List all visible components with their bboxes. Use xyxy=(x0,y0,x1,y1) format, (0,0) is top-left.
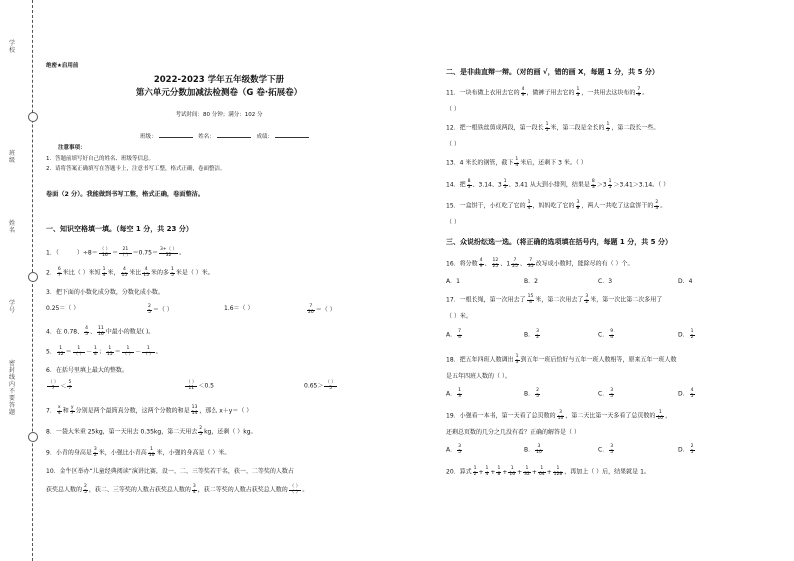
question-19: 19．小强看一本书，第一天看了总页数的 $\frac{3}{10}$ ，第二天比第一天多看了总页数的 $\frac{1}{10}$ ， xyxy=(446,410,672,421)
binding-hole xyxy=(28,272,38,282)
exam-title-line1: 2022-2023 学年五年级数学下册 xyxy=(153,75,285,85)
option-a[interactable]: A．1 xyxy=(446,278,460,285)
question-10-line2: 获奖总人数的 $\frac{2}{5}$ ，获二、三等奖的人数占获奖总人数的 $\frac{3}{4}$ ，获二等奖的人数占获奖总人数的 $\frac{( )}{( )}$ 。 xyxy=(46,484,309,495)
question-15: 15．一盒饼干，小红吃了它的 $\frac{1}{4}$ ，妈妈吃了它的 $\frac{3}{8}$ ，两人一共吃了这盒饼干的 $\frac{2}{3}$ 。 xyxy=(446,200,667,211)
plus-sign: + xyxy=(546,468,552,476)
score-field-label: 成绩： xyxy=(256,134,274,140)
student-fields xyxy=(140,131,313,141)
part2-heading: 二、是非曲直辩一辩。（对的画 √，错的画 X，每题 1 分，共 5 分） xyxy=(446,68,659,76)
seal-text: 密封线内不要答题 xyxy=(8,360,15,416)
question-18: 18．把五年四班人数调出 $\frac{1}{3}$ 到五年一班后恰好与五年一班人数相等，原来五年一班人数 xyxy=(446,354,677,365)
question-6-items: $\frac{( )}{7}$ ＜ $\frac{5}{7}$ $\frac{( )}{11}$ ＜0.5 0.65＞ $\frac{( )}{5}$ xyxy=(48,380,336,391)
question-3: 3．把下面的小数化成分数，分数化成小数。 xyxy=(46,289,164,296)
option-c[interactable]: C． $\frac{9}{4}$ xyxy=(598,329,614,340)
binding-label-class: 班级 xyxy=(8,150,15,164)
secret-mark: 绝密★启用前 xyxy=(46,63,79,69)
question-7: 7． $\frac{x}{4}$ 和 $\frac{y}{7}$ 分别是两个最简真分数，这两个分数的和是 $\frac{13}{14}$ ，那么 x＋y＝（ ） xyxy=(46,405,253,416)
option-b[interactable]: B． $\frac{3}{2}$ xyxy=(524,329,539,340)
question-12: 12．把一根铁丝剪成两段，第一段长 $\frac{1}{5}$ 米，第二段是全长的 $\frac{1}{5}$ ，第二段长一些。 xyxy=(446,122,660,133)
sum-term: $\frac{1}{8}$ xyxy=(497,466,501,477)
note-2: 2．请将答案正确填写在答题卡上，注意书写工整，格式正确，卷面整洁。 xyxy=(46,166,226,172)
sum-term: $\frac{1}{32}$ xyxy=(524,466,530,477)
question-18-line2: 是五年四班人数的（ ）。 xyxy=(446,373,511,380)
question-1: 1．（ ）÷8＝ $\frac{( )}{16}$ ＝ $\frac{21}{( )}$ ＝0.75＝ $\frac{3+( )}{32}$ 。 xyxy=(46,247,186,258)
sum-term: $\frac{1}{4}$ xyxy=(485,466,489,477)
binding-hole xyxy=(28,432,38,442)
option-a[interactable]: A． $\frac{7}{4}$ xyxy=(446,329,461,340)
binding-label-id: 学号 xyxy=(8,300,15,314)
binding-hole xyxy=(28,112,38,122)
plus-sign: + xyxy=(531,468,537,476)
binding-label-school: 学校 xyxy=(8,40,15,54)
binding-label-name: 姓名 xyxy=(8,220,15,234)
option-d[interactable]: D． $\frac{1}{2}$ xyxy=(678,329,694,340)
part3-heading: 三、众说纷纭选一选。（将正确的选项填在括号内，每题 1 分，共 5 分） xyxy=(446,238,672,246)
question-11: 11．一块布做上衣用去它的 $\frac{4}{9}$ ，做裤子用去它的 $\frac{1}{3}$ ，一共用去这块布的 $\frac{7}{9}$ 。 xyxy=(446,87,649,98)
name-field-label: 姓名： xyxy=(198,134,215,140)
option-d[interactable]: D． $\frac{2}{5}$ xyxy=(678,444,694,455)
score-field[interactable] xyxy=(275,131,309,138)
question-13: 13．4 米长的钢管，截下 $\frac{1}{4}$ 米后，还剩下 3 米。（ ） xyxy=(446,157,587,168)
question-4: 4．在 0.78、 $\frac{4}{5}$ 、 $\frac{11}{16}$ 中最小的数是( )。 xyxy=(46,326,155,337)
plus-sign: + xyxy=(478,468,484,476)
question-10-line1: 10．金牛区举办“儿童经典阅读”演讲比赛，设一、二、三等奖若干名，获一、二等奖的人数占 xyxy=(46,468,294,475)
option-d[interactable]: D．4 xyxy=(678,278,693,285)
note-1: 1．答题前填写好自己的姓名、班级等信息。 xyxy=(46,156,155,162)
question-12-answer: （ ） xyxy=(446,141,460,148)
question-11-answer: （ ） xyxy=(446,106,460,113)
question-8: 8．一袋大米重 25kg，第一天用去 0.35kg，第二天用去 $\frac{2}{5}$ kg，还剩（ ）kg。 xyxy=(46,426,257,437)
class-field[interactable] xyxy=(159,131,193,138)
sum-term: $\frac{1}{64}$ xyxy=(538,466,545,477)
plus-sign: + xyxy=(490,468,496,476)
option-a[interactable]: A． $\frac{1}{3}$ xyxy=(446,388,461,399)
question-3-items: 0.25＝（ ） $\frac{2}{5}$ ＝（ ） 1.6＝（ ） $\frac{7}{20}$ ＝（ ） xyxy=(46,304,336,315)
exam-info: 考试时间：80 分钟；满分：102 分 xyxy=(175,112,263,118)
name-field[interactable] xyxy=(217,131,251,138)
class-field-label: 班级： xyxy=(140,134,157,140)
sum-term: $\frac{1}{16}$ xyxy=(509,466,516,477)
option-c[interactable]: C．3 xyxy=(598,278,613,285)
option-d[interactable]: D． $\frac{4}{5}$ xyxy=(678,388,694,399)
question-14: 14．把 $\frac{8}{3}$ 、3.14、3 $\frac{1}{5}$ 、3.41 从大到小排列，结果是 $\frac{8}{3}$ ＞3 $\frac{1}{5}$ ＞3.41＞3.14。（ ） xyxy=(446,179,670,190)
exam-title-line2: 第六单元分数加减法检测卷（G 卷·拓展卷） xyxy=(135,88,303,98)
question-5: 5． $\frac{1}{12}$ ＝ $\frac{1}{( )}$ － $\frac{1}{4}$ ； $\frac{1}{15}$ ＝ $\frac{1}{( )}$ － $\frac{1}{( )}$ 。 xyxy=(46,346,162,357)
plus-sign: + xyxy=(502,468,508,476)
question-9: 9．小青的身高是 $\frac{3}{2}$ 米，小强比小青高 $\frac{1}{10}$ 米，小强的身高是（ ）米。 xyxy=(46,447,231,458)
plus-sign: + xyxy=(517,468,523,476)
question-19-line2: 还剩总页数的几分之几没有看？正确的解答是（ ） xyxy=(446,429,580,436)
question-15-answer: （ ） xyxy=(446,219,460,226)
option-c[interactable]: C． $\frac{3}{5}$ xyxy=(598,444,614,455)
question-16: 16．将分数 $\frac{4}{9}$ 、 $\frac{12}{25}$ 、1 $\frac{7}{25}$ 、 $\frac{7}{35}$ 改写成小数时，能除尽的有（ ）个。 xyxy=(446,258,634,269)
question-17-blank: （ ）米。 xyxy=(446,313,472,320)
binding-strip xyxy=(6,0,36,561)
part1-heading: 一、知识空格填一填。（每空 1 分，共 23 分） xyxy=(46,225,193,233)
question-20: 20．算式 $\frac{1}{2}$ + $\frac{1}{4}$ + $\frac{1}{8}$ + $\frac{1}{16}$ + $\frac{1}{32}$ + $\frac{1}{64}$ + $\frac{1}{128}$ ，再加上（ ）后，结果就是 1。 xyxy=(446,466,650,477)
question-6: 6．在括号里填上最大的整数。 xyxy=(46,367,128,374)
option-b[interactable]: B．2 xyxy=(524,278,538,285)
notes-heading: 注意事项： xyxy=(58,145,86,151)
question-20-sum xyxy=(472,466,565,477)
option-c[interactable]: C． $\frac{3}{5}$ xyxy=(598,388,614,399)
writing-score-line: 卷面（2 分）。我能做到书写工整，格式正确，卷面整洁。 xyxy=(46,191,205,198)
option-a[interactable]: A． $\frac{3}{5}$ xyxy=(446,444,461,455)
option-b[interactable]: B． $\frac{3}{10}$ xyxy=(524,444,542,455)
option-b[interactable]: B． $\frac{2}{5}$ xyxy=(524,388,539,399)
sum-term: $\frac{1}{2}$ xyxy=(473,466,477,477)
question-17: 17．一根长绳，第一次用去了 $\frac{15}{4}$ 米，第二次用去了 $\frac{3}{2}$ 米，第一次比第二次多用了 xyxy=(446,294,663,305)
question-2: 2． $\frac{6}{7}$ 米比（ ）米短 $\frac{1}{4}$ 米， $\frac{4}{15}$ 米比 $\frac{4}{15}$ 米的多 $\frac{1}{5}$ 米是（ ）米。 xyxy=(46,267,214,278)
sum-term: $\frac{1}{128}$ xyxy=(553,466,563,477)
